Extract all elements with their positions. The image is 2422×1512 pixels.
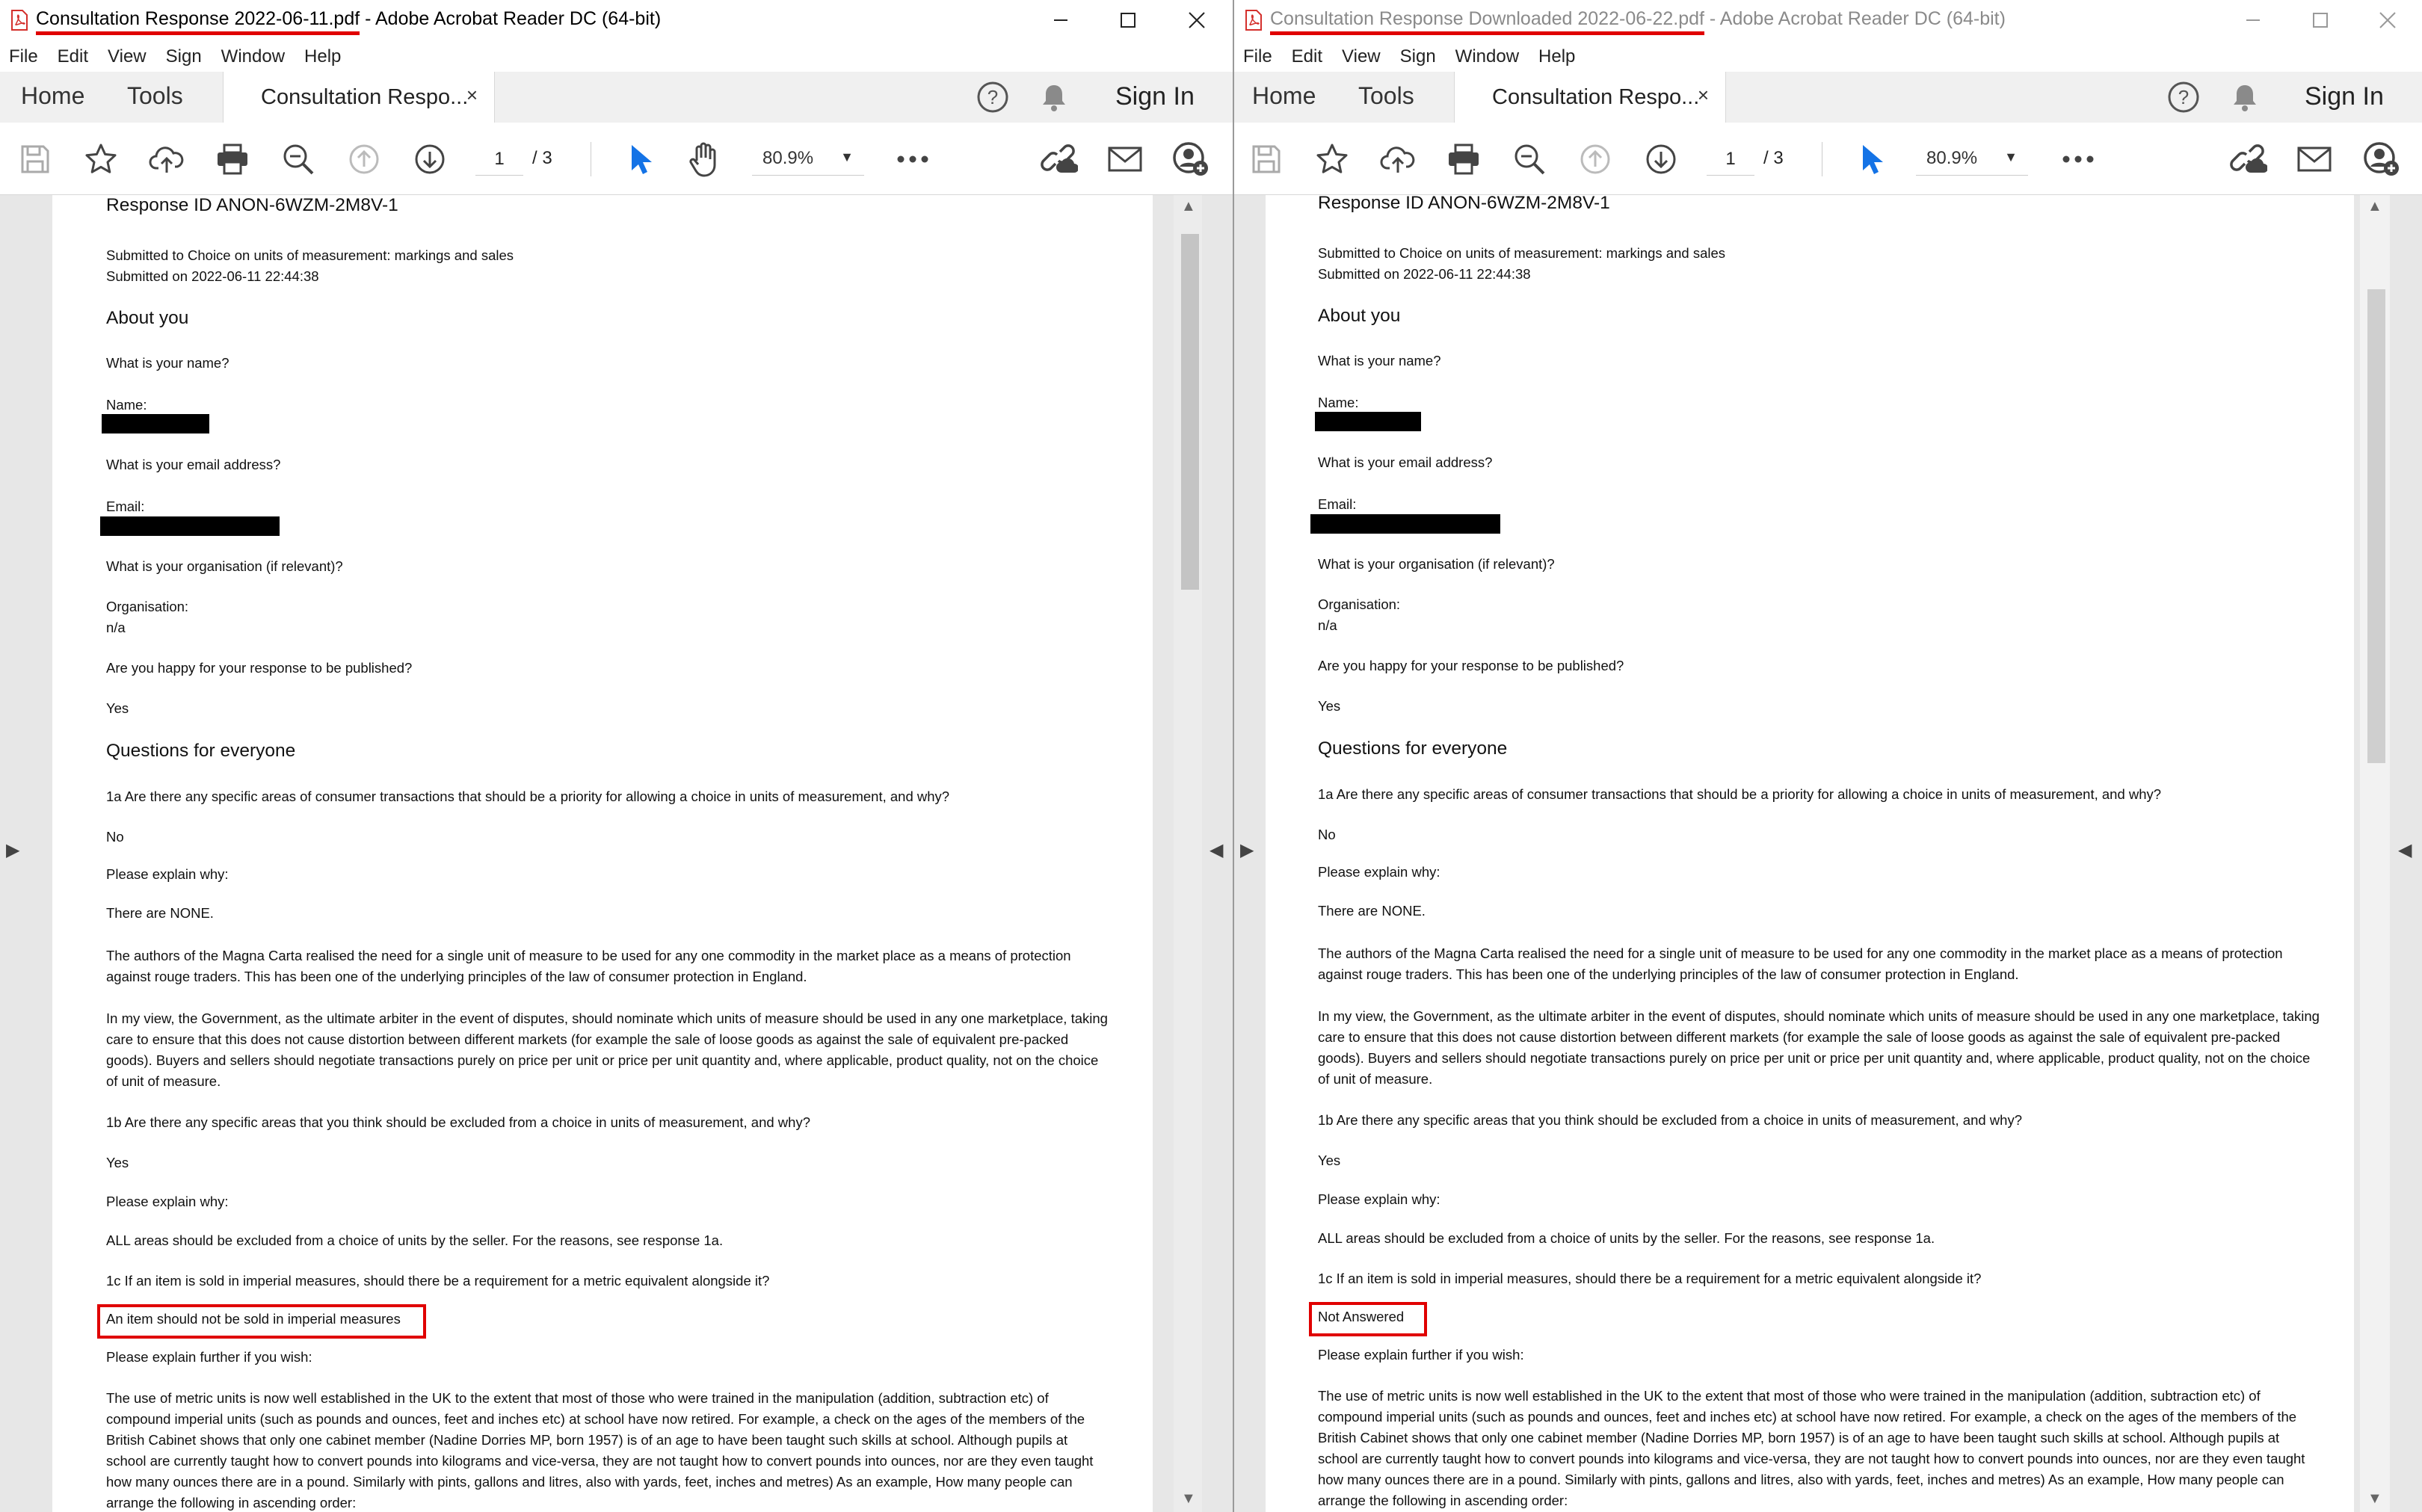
save-icon[interactable] [16, 141, 54, 178]
organisation-label: Organisation: [1318, 596, 1401, 612]
submitted-to: Submitted to Choice on units of measurement: markings and sales [1318, 245, 1726, 261]
vertical-scrollbar[interactable] [1174, 195, 1204, 1512]
minimize-button[interactable] [2219, 0, 2287, 40]
add-user-icon[interactable] [1172, 141, 1210, 178]
zoom-search-icon[interactable] [280, 141, 317, 178]
add-user-icon[interactable] [2363, 141, 2400, 178]
tab-home[interactable]: Home [21, 82, 85, 109]
left-panel-toggle[interactable] [1234, 195, 1266, 1512]
question-1a: 1a Are there any specific areas of consumer transactions that should be a priority for allowing a choice in units of measurement, and why? [106, 789, 950, 804]
answer-1c: Not Answered [1318, 1309, 1405, 1324]
tab-close-button[interactable]: × [466, 84, 478, 106]
title-app-name: - Adobe Acrobat Reader DC (64-bit) [360, 8, 662, 29]
explain-why-label: Please explain why: [106, 866, 229, 882]
heading-questions: Questions for everyone [1318, 738, 1508, 759]
organisation-label: Organisation: [106, 599, 189, 614]
scrollbar-thumb[interactable] [2367, 289, 2385, 763]
answer-1a-text-3: In my view, the Government, as the ultimate arbiter in the event of disputes, should nominate which units of measure should be used in any one marketplace, taking care to ensure that this does not cause distortion between different markets (for example the sale of loose goods as against the sale of equivalent pre-packed goods). Buyers and sellers should negotiate transactions purely on price per unit or price per unit quantity and, where applicable, product quality, not on the choice of unit of measure. [1318, 1008, 2320, 1087]
upload-cloud-icon[interactable] [148, 141, 185, 178]
question-publish: Are you happy for your response to be published? [1318, 658, 1624, 673]
tab-bar [1234, 72, 2422, 123]
help-icon[interactable] [2167, 81, 2200, 114]
question-1c: 1c If an item is sold in imperial measures, should there be a requirement for a metric equivalent alongside it? [1318, 1271, 1982, 1286]
response-id: Response ID ANON-6WZM-2M8V-1 [106, 195, 398, 215]
question-email: What is your email address? [106, 457, 281, 472]
document-viewer[interactable] [1234, 195, 2422, 1512]
explain-why-label: Please explain why: [1318, 864, 1440, 880]
sign-in-button[interactable]: Sign In [1115, 82, 1195, 111]
help-icon[interactable] [976, 81, 1009, 114]
close-window-button[interactable] [2354, 0, 2421, 40]
svg-text:?: ? [2178, 86, 2190, 108]
zoom-search-icon[interactable] [1511, 141, 1548, 178]
bookmark-star-icon[interactable] [82, 141, 120, 178]
question-publish: Are you happy for your response to be published? [106, 660, 413, 676]
next-page-icon[interactable] [1642, 141, 1680, 178]
redacted-email [100, 516, 280, 536]
answer-1a-text-2: The authors of the Magna Carta realised the need for a single unit of measure to be used for any one commodity in the market place as a means of protection against rouge traders. This has been one of the underlying principles of the law of consumer protection in England. [106, 948, 1071, 984]
title-filename: Consultation Response 2022-06-11.pdf [36, 8, 360, 29]
pdf-page [52, 195, 1153, 1512]
page-total: / 3 [532, 148, 552, 168]
zoom-value: 80.9% [1926, 148, 1978, 168]
answer-1a-text-3: In my view, the Government, as the ultimate arbiter in the event of disputes, should nominate which units of measure should be used in any one marketplace, taking care to ensure that this does not cause distortion between different markets (for example the sale of loose goods as against the sale of equivalent pre-packed goods). Buyers and sellers should negotiate transactions purely on price per unit or price per unit quantity and, where applicable, product quality, not on the choice of unit of measure. [106, 1010, 1108, 1089]
name-label: Name: [106, 397, 147, 413]
email-icon[interactable] [1106, 141, 1144, 178]
print-icon[interactable] [1445, 141, 1482, 178]
zoom-dropdown[interactable] [752, 141, 864, 176]
select-cursor-icon[interactable] [622, 141, 659, 178]
heading-questions: Questions for everyone [106, 741, 296, 761]
redacted-name [102, 414, 209, 433]
question-1a: 1a Are there any specific areas of consumer transactions that should be a priority for allowing a choice in units of measurement, and why? [1318, 786, 2162, 802]
pdf-file-icon [10, 10, 28, 31]
tab-document[interactable] [1454, 72, 1726, 123]
page-number-input[interactable]: 1 [1707, 144, 1754, 176]
scroll-up-icon[interactable]: ▲ [2367, 198, 2382, 215]
svg-text:?: ? [987, 86, 999, 108]
close-window-button[interactable] [1163, 0, 1230, 40]
window-title [36, 8, 661, 30]
vertical-scrollbar[interactable] [2360, 195, 2390, 1512]
share-link-icon[interactable] [2230, 141, 2267, 178]
menu-edit[interactable]: Edit [1291, 46, 1323, 67]
toolbar [1234, 123, 2422, 195]
explain-further-label: Please explain further if you wish: [1318, 1347, 1524, 1363]
answer-1b-text: ALL areas should be excluded from a choice of units by the seller. For the reasons, see response 1a. [1318, 1230, 1935, 1246]
answer-1b-text: ALL areas should be excluded from a choice of units by the seller. For the reasons, see response 1a. [106, 1232, 724, 1248]
answer-1a: No [1318, 827, 1336, 842]
chevron-down-icon: ▼ [2004, 149, 2018, 164]
name-label: Name: [1318, 395, 1359, 410]
explain-why-label-2: Please explain why: [1318, 1191, 1440, 1207]
question-1b: 1b Are there any specific areas that you think should be excluded from a choice in units of measurement, and why? [1318, 1112, 2022, 1128]
document-viewer[interactable] [0, 195, 1233, 1512]
organisation-value: n/a [106, 620, 126, 635]
menu-view[interactable]: View [1342, 46, 1381, 67]
answer-1a: No [106, 829, 124, 845]
publish-answer: Yes [106, 700, 129, 716]
title-filename: Consultation Response Downloaded 2022-06-22.pdf [1270, 8, 1704, 29]
hand-tool-icon[interactable] [686, 141, 724, 178]
pdf-page [1266, 195, 2354, 1512]
answer-1c-text: The use of metric units is now well established in the UK to the extent that most of those who were trained in the manipulation (addition, subtraction etc) of compound imperial units (such as pounds and ounces, feet and inches etc) at school have now retired. For example, a check on the ages of the members of the British Cabinet shows that only one cabinet member (Nadine Dorries MP, born 1957) is of an age to have been taught such skills at school. Although pupils at school are currently taught how to convert pounds into kilograms and vice-versa, they are not taught how to convert pounds into ounces, nor are they even taught how many ounces there are in a pound. Similarly with pints, gallons and litres, also with yards, feet, inches and metres) As an example, How many people can arrange the following in ascending order: [106, 1390, 1094, 1511]
question-name: What is your name? [106, 355, 229, 371]
more-options-icon[interactable] [894, 141, 931, 178]
expand-right-icon: ▶ [6, 840, 20, 860]
question-1b: 1b Are there any specific areas that you think should be excluded from a choice in units of measurement, and why? [106, 1114, 810, 1130]
publish-answer: Yes [1318, 698, 1341, 714]
bookmark-star-icon[interactable] [1313, 141, 1351, 178]
page-number-input[interactable]: 1 [475, 144, 523, 176]
menu-bar [0, 42, 1233, 72]
tab-home[interactable]: Home [1252, 82, 1316, 109]
tab-document-label: Consultation Respo... [1492, 85, 1700, 109]
menu-file[interactable]: File [1243, 46, 1272, 67]
save-icon[interactable] [1248, 141, 1285, 178]
zoom-dropdown[interactable] [1916, 141, 2028, 176]
more-options-icon[interactable] [2059, 141, 2097, 178]
email-label: Email: [1318, 496, 1357, 512]
question-organisation: What is your organisation (if relevant)? [1318, 556, 1555, 572]
title-app-name: - Adobe Acrobat Reader DC (64-bit) [1704, 8, 2006, 29]
menu-window[interactable]: Window [221, 46, 286, 67]
answer-1a-text-2: The authors of the Magna Carta realised the need for a single unit of measure to be used for any one commodity in the market place as a means of protection against rouge traders. This has been one of the underlying principles of the law of consumer protection in England. [1318, 945, 2283, 982]
submitted-on: Submitted on 2022-06-11 22:44:38 [106, 268, 319, 284]
bell-icon[interactable] [2228, 81, 2261, 114]
title-bar[interactable] [0, 0, 1233, 40]
menu-sign[interactable]: Sign [1399, 46, 1436, 67]
question-name: What is your name? [1318, 353, 1441, 368]
previous-page-icon[interactable] [1577, 141, 1614, 178]
answer-1b: Yes [1318, 1152, 1341, 1168]
answer-1b: Yes [106, 1155, 129, 1170]
previous-page-icon[interactable] [345, 141, 383, 178]
redacted-email [1310, 514, 1500, 534]
menu-view[interactable]: View [108, 46, 147, 67]
answer-1c: An item should not be sold in imperial measures [106, 1311, 401, 1327]
heading-about-you: About you [106, 308, 189, 328]
scroll-up-icon[interactable]: ▲ [1181, 198, 1196, 215]
question-organisation: What is your organisation (if relevant)? [106, 558, 343, 574]
upload-cloud-icon[interactable] [1379, 141, 1417, 178]
heading-about-you: About you [1318, 306, 1401, 326]
expand-right-icon: ▶ [1240, 840, 1254, 860]
right-panel-toggle[interactable] [2391, 195, 2422, 1512]
left-panel-toggle[interactable] [0, 195, 31, 1512]
menu-edit[interactable]: Edit [57, 46, 89, 67]
print-icon[interactable] [214, 141, 251, 178]
question-1c: 1c If an item is sold in imperial measures, should there be a requirement for a metric equivalent alongside it? [106, 1273, 770, 1289]
maximize-button[interactable] [2287, 0, 2354, 40]
scroll-down-icon[interactable]: ▼ [2367, 1490, 2382, 1507]
select-cursor-icon[interactable] [1853, 141, 1891, 178]
tab-tools[interactable]: Tools [1358, 82, 1414, 109]
share-link-icon[interactable] [1041, 141, 1078, 178]
next-page-icon[interactable] [411, 141, 449, 178]
expand-left-icon: ◀ [1210, 840, 1224, 860]
tab-close-button[interactable]: × [1697, 84, 1709, 106]
acrobat-window-right [1234, 0, 2422, 1512]
answer-1a-text-1: There are NONE. [106, 905, 214, 921]
window-title [1270, 8, 2006, 30]
explain-why-label-2: Please explain why: [106, 1194, 229, 1209]
title-bar[interactable] [1234, 0, 2422, 40]
explain-further-label: Please explain further if you wish: [106, 1349, 312, 1365]
right-panel-toggle[interactable] [1202, 195, 1233, 1512]
tab-tools[interactable]: Tools [127, 82, 183, 109]
tab-bar [0, 72, 1233, 123]
toolbar [0, 123, 1233, 195]
maximize-button[interactable] [1094, 0, 1162, 40]
menu-help[interactable]: Help [304, 46, 342, 67]
question-email: What is your email address? [1318, 454, 1493, 470]
menu-help[interactable]: Help [1538, 46, 1576, 67]
response-id: Response ID ANON-6WZM-2M8V-1 [1318, 195, 1610, 213]
bell-icon[interactable] [1038, 81, 1070, 114]
email-icon[interactable] [2296, 141, 2333, 178]
menu-bar [1234, 42, 2422, 72]
chevron-down-icon: ▼ [840, 149, 854, 164]
submitted-on: Submitted on 2022-06-11 22:44:38 [1318, 266, 1531, 282]
tab-document-label: Consultation Respo... [261, 85, 469, 109]
email-label: Email: [106, 499, 145, 514]
tab-document[interactable] [223, 72, 495, 123]
scrollbar-thumb[interactable] [1181, 234, 1199, 590]
zoom-value: 80.9% [762, 148, 814, 168]
sign-in-button[interactable]: Sign In [2305, 82, 2384, 111]
scroll-down-icon[interactable]: ▼ [1181, 1490, 1196, 1507]
menu-window[interactable]: Window [1455, 46, 1520, 67]
minimize-button[interactable] [1027, 0, 1094, 40]
page-total: / 3 [1763, 148, 1784, 168]
expand-left-icon: ◀ [2398, 840, 2412, 860]
answer-1c-text: The use of metric units is now well established in the UK to the extent that most of those who were trained in the manipulation (addition, subtraction etc) of compound imperial units (such as pounds and ounces, feet and inches etc) at school have now retired. For example, a check on the ages of the members of the British Cabinet shows that only one cabinet member (Nadine Dorries MP, born 1957) is of an age to have been taught such skills at school. Although pupils at school are currently taught how to convert pounds into kilograms and vice-versa, they are not taught how to convert pounds into ounces, nor are they even taught how many ounces there are in a pound. Similarly with pints, gallons and litres, also with yards, feet, inches and metres) As an example, How many people can arrange the following in ascending order: [1318, 1388, 2305, 1508]
menu-file[interactable]: File [9, 46, 38, 67]
answer-1a-text-1: There are NONE. [1318, 903, 1426, 919]
pdf-file-icon [1245, 10, 1263, 31]
redacted-name [1315, 412, 1421, 431]
menu-sign[interactable]: Sign [165, 46, 202, 67]
submitted-to: Submitted to Choice on units of measurement: markings and sales [106, 247, 514, 263]
organisation-value: n/a [1318, 617, 1337, 633]
